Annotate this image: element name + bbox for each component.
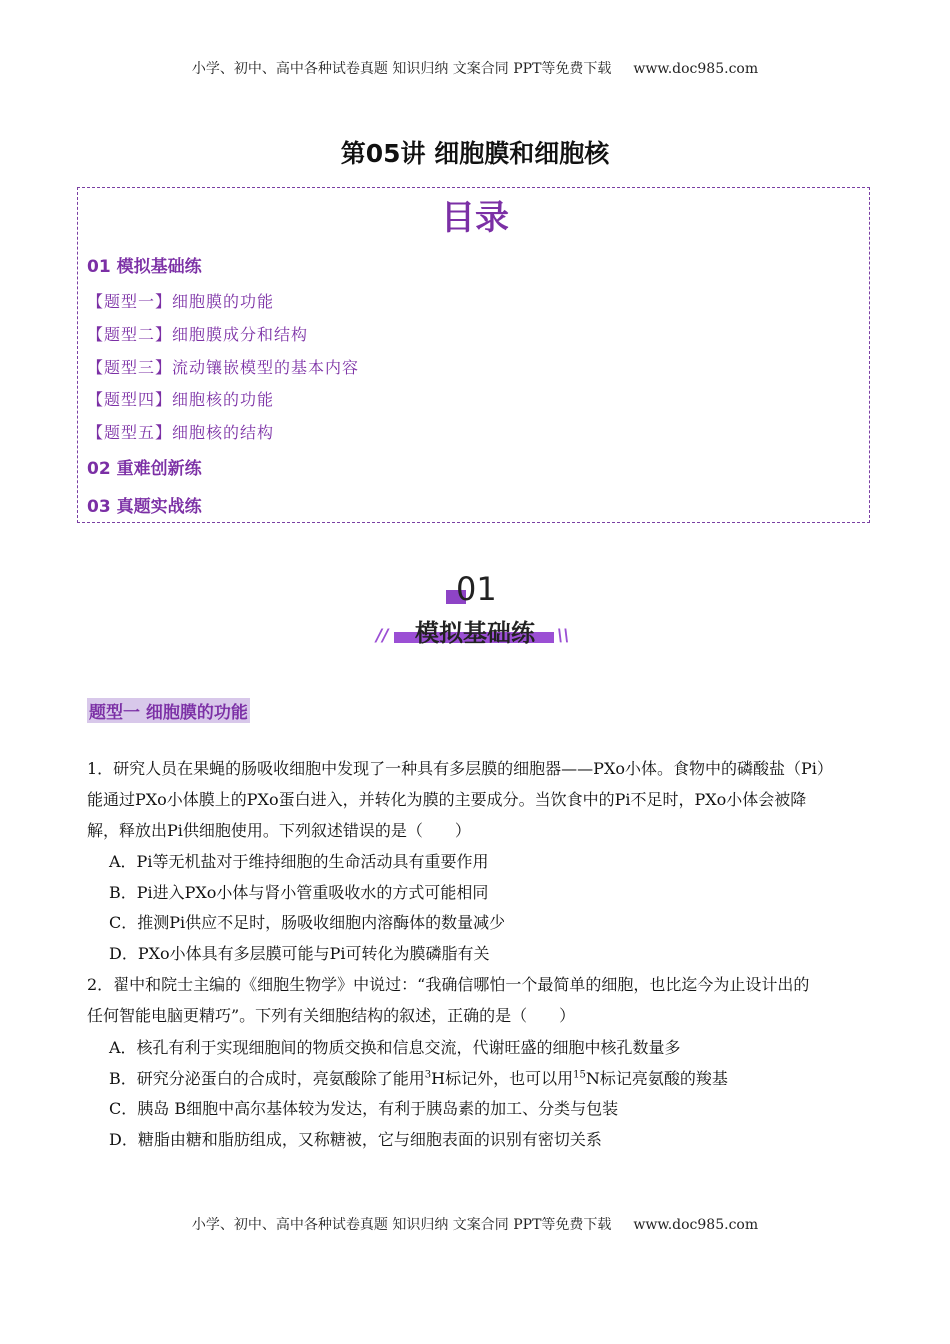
q2-option-c: C．胰岛 B细胞中高尔基体较为发达，有利于胰岛素的加工、分类与包装: [109, 1099, 619, 1118]
toc-heading: 目录: [441, 198, 509, 238]
page-footer: [0, 1214, 950, 1234]
section-title: 模拟基础练: [415, 619, 535, 647]
q1-option-c: C．推测Pi供应不足时，肠吸收细胞内溶酶体的数量减少: [109, 913, 506, 932]
q2-stem-line1: 2．翟中和院士主编的《细胞生物学》中说过：“我确信哪怕一个最简单的细胞，也比迄今为止设计出的: [87, 975, 810, 994]
document-title: 第05讲 细胞膜和细胞核: [340, 139, 610, 168]
section-slash-left: //: [376, 626, 389, 646]
q2-option-b-sup2: 15: [573, 1069, 586, 1081]
q2-option-b-pre: B．研究分泌蛋白的合成时，亮氨酸除了能用: [109, 1069, 425, 1088]
toc-item-type-2[interactable]: 【题型二】细胞膜成分和结构: [87, 325, 309, 344]
toc-item-type-1[interactable]: 【题型一】细胞膜的功能: [87, 292, 275, 311]
footer-url[interactable]: www.doc985.com: [633, 1217, 759, 1233]
page-header: [0, 58, 950, 78]
q2-option-a: A．核孔有利于实现细胞间的物质交换和信息交流，代谢旺盛的细胞中核孔数量多: [109, 1038, 681, 1057]
toc-item-type-5[interactable]: 【题型五】细胞核的结构: [87, 423, 275, 442]
q2-option-b-sup1: 3: [424, 1069, 432, 1081]
q1-stem-line1: 1．研究人员在果蝇的肠吸收细胞中发现了一种具有多层膜的细胞器——PXo小体。食物中的磷酸盐（Pi）: [87, 759, 833, 778]
q1-option-d: D．PXo小体具有多层膜可能与Pi可转化为膜磷脂有关: [109, 944, 490, 963]
toc-item-type-4[interactable]: 【题型四】细胞核的功能: [87, 390, 275, 409]
toc-item-type-3[interactable]: 【题型三】流动镶嵌模型的基本内容: [87, 358, 360, 377]
toc-section-1[interactable]: 01 模拟基础练: [87, 257, 202, 277]
header-url[interactable]: www.doc985.com: [633, 61, 759, 77]
question-type-label: 题型一 细胞膜的功能: [87, 698, 250, 723]
toc-section-2[interactable]: 02 重难创新练: [87, 459, 202, 479]
q2-option-b: [109, 1066, 728, 1089]
q2-option-b-post: N标记亮氨酸的羧基: [585, 1069, 728, 1088]
q2-option-d: D．糖脂由糖和脂肪组成，又称糖被，它与细胞表面的识别有密切关系: [109, 1130, 602, 1149]
section-slash-right: \\: [557, 626, 570, 646]
header-text: 小学、初中、高中各种试卷真题 知识归纳 文案合同 PPT等免费下载: [191, 61, 612, 77]
q2-option-b-mid: H标记外，也可以用: [431, 1069, 574, 1088]
section-number: 01: [456, 570, 497, 608]
q1-option-a: A．Pi等无机盐对于维持细胞的生命活动具有重要作用: [109, 852, 489, 871]
toc-section-3[interactable]: 03 真题实战练: [87, 497, 202, 517]
q1-option-b: B．Pi进入PXo小体与肾小管重吸收水的方式可能相同: [109, 883, 489, 902]
q2-stem-line2: 任何智能电脑更精巧”。下列有关细胞结构的叙述，正确的是（ ）: [87, 1006, 576, 1025]
footer-text: 小学、初中、高中各种试卷真题 知识归纳 文案合同 PPT等免费下载: [191, 1217, 612, 1233]
q1-stem-line2: 能通过PXo小体膜上的PXo蛋白进入，并转化为膜的主要成分。当饮食中的Pi不足时，PXo小体会被降: [87, 790, 807, 809]
q1-stem-line3: 解，释放出Pi供细胞使用。下列叙述错误的是（ ）: [87, 821, 471, 840]
